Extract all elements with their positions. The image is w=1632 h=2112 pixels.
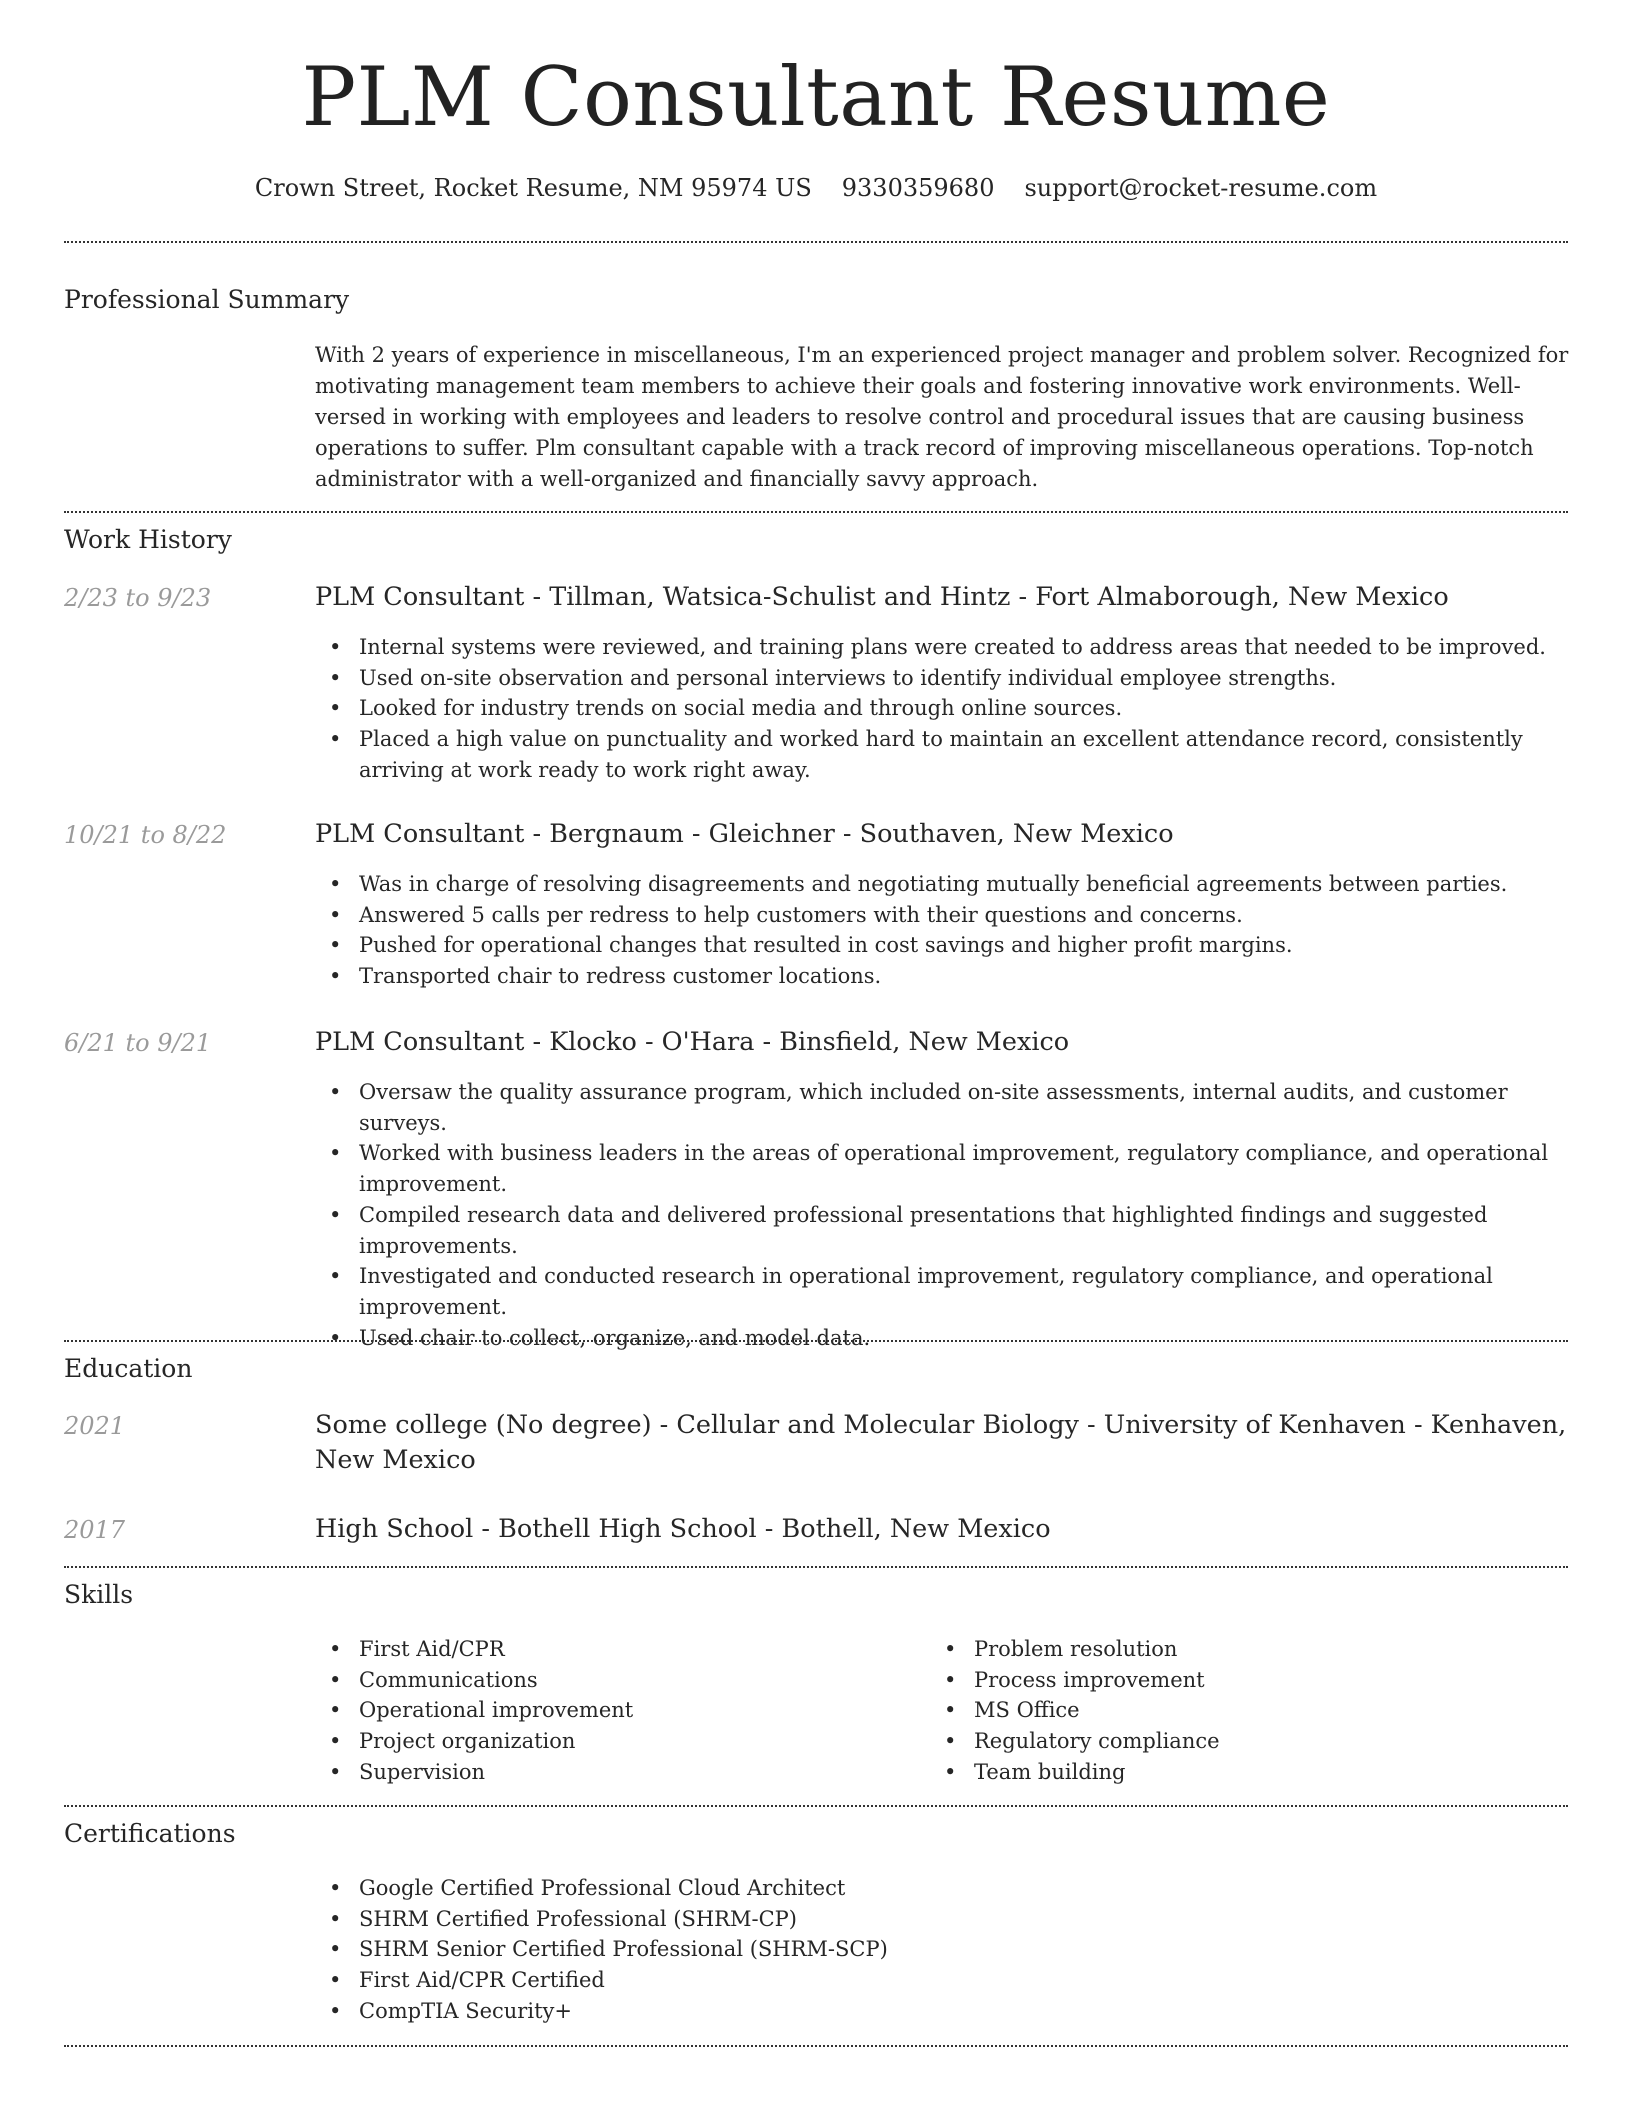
job-dates: 6/21 to 9/21 <box>64 1029 212 1057</box>
summary-text: With 2 years of experience in miscellaneous, I'm an experienced project manager and problem solver. Recognized for motivating management team members to achieve their goals and fostering innovative work environments. Well-versed in working with employees and leaders to resolve control and procedural issues that are causing business operations to suffer. Plm consultant capable with a track record of improving miscellaneous operations. Top-notch administrator with a well-organized and financially savvy approach. <box>315 343 1569 491</box>
list-item: • Used on-site observation and personal interviews to identify individual employee strengths. <box>315 663 1569 694</box>
list-item: • Pushed for operational changes that resulted in cost savings and higher profit margins. <box>315 930 1569 961</box>
list-item: • Oversaw the quality assurance program, which included on-site assessments, internal audits, and customer surveys. <box>315 1077 1569 1138</box>
list-item: • Worked with business leaders in the areas of operational improvement, regulatory compliance, and operational improvement. <box>315 1138 1569 1199</box>
contact-address: Crown Street, Rocket Resume, NM 95974 US <box>254 174 812 202</box>
skill-item: • Problem resolution <box>930 1634 1530 1665</box>
section-divider <box>64 2045 1568 2047</box>
section-divider <box>64 511 1568 513</box>
job-bullets <box>315 1077 1569 1353</box>
skill-item: • Operational improvement <box>315 1695 915 1726</box>
section-divider <box>64 1805 1568 1807</box>
section-divider <box>64 1340 1568 1342</box>
section-divider <box>64 1566 1568 1568</box>
list-item: • Transported chair to redress customer locations. <box>315 961 1569 992</box>
list-item: • Answered 5 calls per redress to help customers with their questions and concerns. <box>315 900 1569 931</box>
list-item: • Investigated and conducted research in operational improvement, regulatory compliance, and operational improvement. <box>315 1261 1569 1322</box>
education-year: 2021 <box>64 1412 126 1440</box>
skills-list-left <box>315 1634 915 1788</box>
education-year: 2017 <box>64 1516 126 1544</box>
job-dates: 10/21 to 8/22 <box>64 821 227 849</box>
list-item: • Compiled research data and delivered professional presentations that highlighted findings and suggested improvements. <box>315 1200 1569 1261</box>
certification-item: • SHRM Senior Certified Professional (SHRM-SCP) <box>315 1934 1569 1965</box>
contact-email[interactable]: support@rocket-resume.com <box>1024 174 1378 202</box>
section-title-skills: Skills <box>64 1580 134 1609</box>
education-entry: High School - Bothell High School - Bothell, New Mexico <box>315 1514 1051 1544</box>
job-title: PLM Consultant - Bergnaum - Gleichner - Southaven, New Mexico <box>315 819 1174 849</box>
job-title: PLM Consultant - Tillman, Watsica-Schulist and Hintz - Fort Almaborough, New Mexico <box>315 582 1449 612</box>
section-title-summary: Professional Summary <box>64 285 350 314</box>
skill-item: • Communications <box>315 1665 915 1696</box>
skill-item: • Regulatory compliance <box>930 1726 1530 1757</box>
section-divider <box>64 241 1568 243</box>
contact-line <box>0 173 1632 203</box>
job-dates: 2/23 to 9/23 <box>64 584 212 612</box>
list-item: • Used chair to collect, organize, and model data. <box>315 1323 1569 1354</box>
certifications-list <box>315 1873 1569 2027</box>
skill-item: • Team building <box>930 1757 1530 1788</box>
list-item: • Looked for industry trends on social media and through online sources. <box>315 693 1569 724</box>
section-title-certifications: Certifications <box>64 1819 236 1848</box>
list-item: • Internal systems were reviewed, and training plans were created to address areas that needed to be improved. <box>315 632 1569 663</box>
section-title-work: Work History <box>64 525 232 554</box>
education-entry: Some college (No degree) - Cellular and Molecular Biology - University of Kenhaven - Kenhaven, New Mexico <box>315 1410 1567 1475</box>
skill-item: • Project organization <box>315 1726 915 1757</box>
skill-item: • Supervision <box>315 1757 915 1788</box>
skills-list-right <box>930 1634 1530 1788</box>
certification-item: • CompTIA Security+ <box>315 1996 1569 2027</box>
certification-item: • First Aid/CPR Certified <box>315 1965 1569 1996</box>
job-title: PLM Consultant - Klocko - O'Hara - Binsfield, New Mexico <box>315 1027 1070 1057</box>
list-item: • Placed a high value on punctuality and worked hard to maintain an excellent attendance record, consistently arriving at work ready to work right away. <box>315 724 1569 785</box>
certification-item: • SHRM Certified Professional (SHRM-CP) <box>315 1904 1569 1935</box>
skill-item: • First Aid/CPR <box>315 1634 915 1665</box>
skill-item: • MS Office <box>930 1695 1530 1726</box>
resume-title: PLM Consultant Resume <box>301 51 1331 145</box>
list-item: • Was in charge of resolving disagreements and negotiating mutually beneficial agreements between parties. <box>315 869 1569 900</box>
certification-item: • Google Certified Professional Cloud Architect <box>315 1873 1569 1904</box>
contact-phone: 9330359680 <box>841 174 995 202</box>
job-bullets <box>315 632 1569 786</box>
section-title-education: Education <box>64 1354 193 1383</box>
skill-item: • Process improvement <box>930 1665 1530 1696</box>
job-bullets <box>315 869 1569 992</box>
